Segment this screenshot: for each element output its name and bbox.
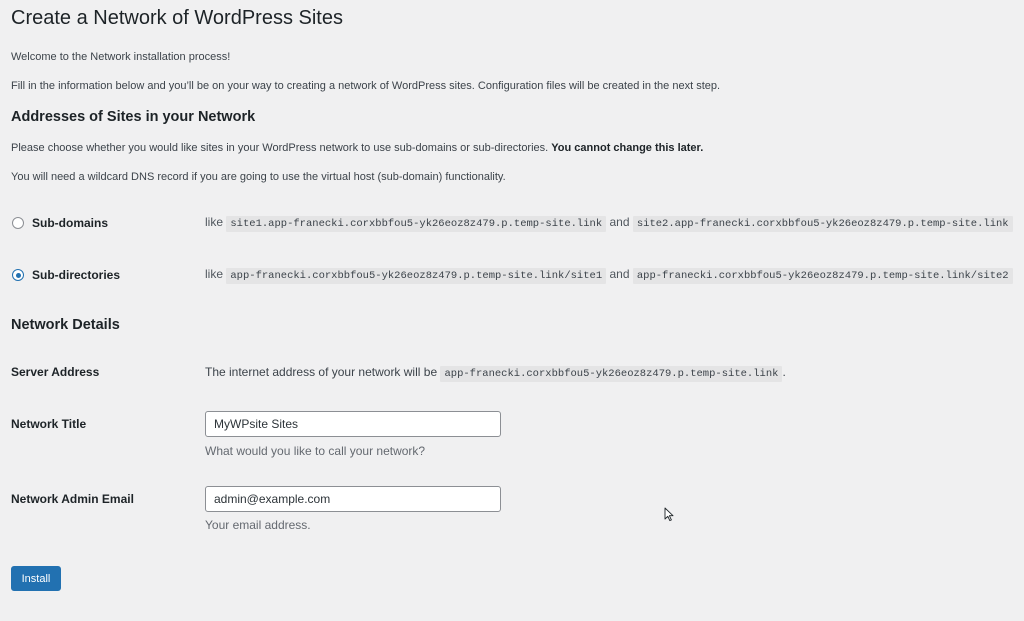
and-word: and [609, 267, 630, 281]
server-address-text: The internet address of your network will be [205, 365, 438, 379]
addresses-heading: Addresses of Sites in your Network [11, 109, 256, 125]
like-word: like [205, 215, 224, 229]
server-address-value: app-franecki.corxbbfou5-yk26eoz8z479.p.temp-site.link [440, 366, 782, 382]
install-button[interactable]: Install [11, 566, 61, 591]
arrow-cursor-icon [664, 507, 674, 522]
server-address-row [205, 365, 786, 380]
choose-description: Please choose whether you would like sites in your WordPress network to use sub-domains or sub-directories. [11, 142, 549, 154]
like-word: like [205, 267, 224, 281]
admin-email-label: Network Admin Email [11, 492, 134, 506]
subdomain-example-2: site2.app-franecki.corxbbfou5-yk26eoz8z479.p.temp-site.link [633, 216, 1013, 232]
subdirectories-radio[interactable] [12, 269, 24, 281]
subdomains-radio[interactable] [12, 217, 24, 229]
network-title-description: What would you like to call your network? [205, 444, 426, 458]
choose-warning: You cannot change this later. [551, 142, 704, 154]
server-address-label: Server Address [11, 365, 100, 379]
subdomains-examples [205, 215, 1013, 230]
network-title-label: Network Title [11, 417, 87, 431]
subdirectory-example-1: app-franecki.corxbbfou5-yk26eoz8z479.p.temp-site.link/site1 [226, 268, 606, 284]
subdirectory-example-2: app-franecki.corxbbfou5-yk26eoz8z479.p.temp-site.link/site2 [633, 268, 1013, 284]
subdirectories-label[interactable]: Sub-directories [32, 268, 121, 282]
and-word: and [609, 215, 630, 229]
subdomains-label[interactable]: Sub-domains [32, 216, 109, 230]
page-title: Create a Network of WordPress Sites [11, 7, 343, 29]
choose-text [11, 142, 703, 154]
subdomain-example-1: site1.app-franecki.corxbbfou5-yk26eoz8z479.p.temp-site.link [226, 216, 606, 232]
server-address-end: . [782, 365, 786, 379]
admin-email-description: Your email address. [205, 518, 311, 532]
intro-text: Fill in the information below and you’ll be on your way to creating a network of WordPress sites. Configuration files will be created in the next step. [11, 80, 721, 92]
network-details-heading: Network Details [11, 317, 120, 333]
welcome-text: Welcome to the Network installation process! [11, 51, 231, 63]
dns-note: You will need a wildcard DNS record if you are going to use the virtual host (sub-domain) functionality. [11, 171, 506, 183]
admin-email-input[interactable] [205, 486, 501, 512]
network-title-input[interactable] [205, 411, 501, 437]
subdirectories-examples [205, 267, 1013, 282]
